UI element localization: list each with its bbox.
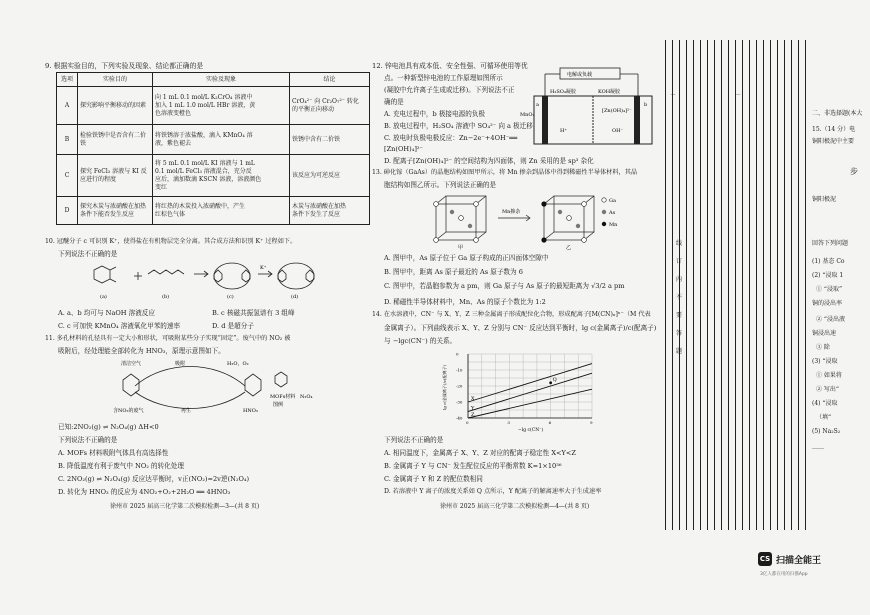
mof-adsorption-diagram (95, 356, 325, 418)
header-cell: 实验及现象 (153, 73, 290, 87)
table-header (57, 73, 370, 87)
label-d: (d) (291, 294, 299, 300)
q15-fragment: …… (812, 444, 824, 451)
q11-option-a: A. MOFs 材料吸附气体具有高选择性 (58, 449, 169, 457)
flow-step: 步 (850, 167, 858, 176)
electrode-a (542, 96, 548, 144)
q11-stem-2: 吸附后，经处理能全部转化为 HNO₃，原理示意图如下。 (58, 347, 225, 355)
mofs-label: MOFs材料 (270, 394, 296, 400)
y-tick-label: -30 (456, 399, 463, 405)
label-b: (b) (162, 294, 170, 300)
cycle-arc-bottom (135, 392, 245, 409)
koh-label: KOH凝胶 (598, 89, 621, 95)
procedure-cell: 将红热的木炭投入浓硝酸中，产生 红棕色气体 (153, 197, 290, 225)
q15-fragment: 铜的浸出率 (812, 300, 843, 307)
legend-ga-dot (602, 198, 606, 202)
q11-known: 已知:2NO₂(g) ⇌ N₂O₄(g) ΔH<0 (58, 423, 159, 431)
q14-option-c: C. 金属离子 Y 和 Z 的配位数相同 (384, 475, 483, 483)
mn-label: Mn (609, 222, 618, 228)
conclusion-cell: CrO₄²⁻ 向 Cr₂O₇²⁻ 转化 的平衡正向移动 (290, 87, 370, 125)
procedure-cell: 向 1 mL 0.1 mol/L K₂CrO₄ 溶液中 加入 1 mL 1.0 mol/L HBr 溶液，黄 色溶液变橙色 (153, 87, 290, 125)
reaction-label: H₂O，O₂ (227, 361, 249, 367)
conclusion-cell: 铁锈中含有二价铁 (290, 125, 370, 155)
margin-label: 答 (676, 330, 683, 337)
q14-option-a: A. 相同温度下，金属离子 X、Y、Z 对应的配离子稳定性 X<Y<Z (384, 449, 577, 457)
table-row (57, 197, 370, 225)
complex-d (278, 263, 314, 289)
q14-chart (440, 350, 600, 434)
section-title: 二、非选择题(本大 (812, 110, 863, 117)
q12-option-c2: [Zn(OH)₄]²⁻ (384, 145, 424, 153)
ga-label: Ga (609, 198, 616, 204)
h2so4-label: H₂SO₄凝胶 (550, 89, 576, 95)
benzene-ring-a (94, 266, 110, 283)
series-label-x: X (471, 396, 475, 402)
mn-doping-label: Mn掺杂 (502, 209, 521, 215)
q15-fragment: ① 如果将 (816, 372, 842, 379)
q13-line-2: 胞结构如图乙所示。下列说法正确的是 (384, 181, 497, 189)
q12-option-a: A. 充电过程中，b 极接电源的负极 (384, 110, 485, 118)
cell-yi-front (544, 204, 584, 240)
table-row (57, 87, 370, 125)
brand-slogan: 3亿人都在用的扫描App (760, 572, 808, 577)
margin-label: 内 (676, 276, 683, 283)
legend-mn-dot (602, 222, 606, 226)
header-cell: 实验目的 (78, 73, 153, 87)
gaas-crystal-diagram (420, 190, 620, 250)
margin-label: 不 (676, 294, 683, 301)
kplus-label: K⁺ (260, 265, 267, 271)
q12-option-d: D. 配离子[Zn(OH)₄]²⁻ 的空间结构为四面体，则 Zn 采用的是 sp³ 杂化 (384, 157, 594, 165)
x-tick-label: 0 (466, 420, 469, 425)
y-tick-label: -40 (456, 415, 463, 421)
load-label: 电解或负载 (567, 72, 593, 78)
x-tick-label: 3 (507, 420, 510, 425)
margin-label: 线 (676, 240, 683, 247)
q15-fragment: (1) 基态 Co (812, 258, 845, 265)
q15-fragment: ③ 除 (816, 344, 830, 351)
a-label: a (536, 102, 539, 108)
crown-ether-scheme (82, 258, 332, 304)
q11-option-c: C. 2NO₂(g) ⇌ N₂O₄(g) 反应达平衡时，v正(NO₂)=2v逆(N₂O₄) (58, 475, 250, 483)
q15-fragment: (3) “浸取 (812, 358, 838, 365)
margin-label: 要 (676, 312, 683, 319)
margin-label: 题 (676, 348, 683, 355)
y-tick-label: -20 (456, 383, 463, 389)
option-cell: A (57, 87, 78, 125)
cycle-arc-top (135, 367, 245, 387)
q15-intro: 铜阳极泥中主要 (812, 138, 855, 145)
purpose-cell: 探究 FeCl₃ 溶液与 KI 反应进行的程度 (78, 155, 153, 197)
header-cell: 结论 (290, 73, 370, 87)
mof-hexagon-right (245, 374, 261, 396)
q12-line-4: 确的是 (384, 98, 404, 106)
q12-option-c: C. 放电时负极电极反应：Zn−2e⁻+4OH⁻══ (384, 134, 518, 142)
zinc-battery-diagram (520, 66, 660, 148)
crown-ether-c (214, 263, 250, 289)
q15-fragment: ② “浸出液 (816, 316, 845, 323)
adsorb-label: 吸附 (175, 361, 186, 367)
regen-label: 再生 (181, 408, 192, 414)
legend-label: 图例 (273, 402, 284, 408)
brand-name: 扫描全能王 (776, 556, 822, 566)
waste-gas-label: 含NO₂的废气 (113, 408, 144, 414)
q11-option-b: B. 降低温度有利于废气中 NO₂ 的转化处理 (58, 462, 184, 470)
q12-line-3: (凝胶中允许离子生成或迁移)。下列说法不正 (384, 86, 515, 94)
q11-option-d: D. 转化为 HNO₃ 的反应为 4NO₂+O₂+2H₂O ══ 4HNO₃ (58, 488, 231, 496)
hno3-label: HNO₃ (243, 408, 258, 414)
q13-option-a: A. 图甲中，As 原子位于 Ga 原子构成的正四面体空隙中 (384, 254, 549, 262)
q10-sub: 下列说法不正确的是 (58, 250, 118, 258)
q14-line-3: 与 −lgc(CN⁻) 的关系。 (384, 337, 457, 345)
point-q (549, 381, 552, 384)
mno2-label: MnO₂ (520, 112, 535, 118)
series-label-z: Z (471, 412, 475, 418)
option-cell: B (57, 125, 78, 155)
clean-air-label: 清洁空气 (121, 361, 142, 367)
conclusion-cell: 该反应为可逆反应 (290, 155, 370, 197)
procedure-cell: 将 5 mL 0.1 mol/L KI 溶液与 1 mL 0.1 mol/L FeCl₃ 溶液混合，充分反 应后，滴加数滴 KSCN 溶液，溶液颜色 变红 (153, 155, 290, 197)
cell-yi-label: 乙 (566, 245, 572, 250)
q13-line-1: 13. 砷化镓（GaAs）的晶胞结构如图甲所示，将 Mn 掺杂到晶体中得到稀磁性半导体材料，其晶 (372, 169, 638, 176)
h-label: H⁺ (560, 128, 567, 134)
q15-title: 15.（14 分）电 (812, 126, 856, 133)
q15-fragment: ② 写出“ (816, 386, 839, 393)
y-axis-label: lg c(金属离子)/c(配离子) (442, 364, 447, 410)
series-line-z (468, 389, 592, 418)
q14-option-d: D. 若溶液中 Y 离子的浓度关系如 Q 点所示，Y 配离子的解离速率大于生成速率 (384, 488, 602, 495)
q10-stem: 10. 冠醚分子 c 可识别 K⁺，使得盐在有机物层完全分离。其合成方法和识别 K⁺ 过程如下。 (45, 238, 297, 245)
point-q-label: Q (552, 376, 557, 383)
as-label: As (609, 210, 616, 216)
margin-label: － (670, 92, 677, 99)
q15-fragment: 回答下列问题 (812, 240, 849, 247)
label-c: (c) (227, 294, 234, 300)
table-row (57, 155, 370, 197)
q13-option-d: D. 稀磁性半导体材料中，Mn、As 的原子个数比为 1:2 (384, 298, 546, 306)
q14-sub: 下列说法不正确的是 (384, 436, 444, 444)
cell-jia-label: 甲 (458, 245, 464, 250)
q10-option-d: D. d 是超分子 (212, 322, 254, 330)
header-cell: 选项 (57, 73, 78, 87)
table-row (57, 125, 370, 155)
series-label-y: Y (471, 405, 475, 412)
oh-label: OH⁻ (612, 128, 624, 134)
y-tick-label: 0 (456, 351, 459, 357)
q15-fragment: (5) Na₂S₂ (812, 428, 841, 435)
q15-fragment: （填“ (816, 414, 832, 421)
option-cell: C (57, 155, 78, 197)
cell-jia-front (436, 204, 476, 240)
legend-mof-icon (275, 372, 287, 387)
chain-b (148, 270, 184, 274)
q10-option-c: C. c 可加快 KMnO₄ 溶液氧化甲苯的速率 (58, 322, 181, 330)
x-axis-label: −lg c(CN⁻) (518, 428, 544, 433)
q15-fragment: (2) “浸取 1 (812, 272, 844, 279)
q13-option-b: B. 图甲中，距离 As 原子最近的 As 原子数为 6 (384, 268, 523, 276)
legend-as-dot (602, 210, 606, 214)
margin-label: 订 (676, 258, 683, 265)
q15-fragment: (4) “浸取 (812, 400, 838, 407)
option-cell: D (57, 197, 78, 225)
q12-line-1: 12. 锌电池具有成本低、安全性强、可循环使用等优 (372, 62, 528, 70)
purpose-cell: 探究木炭与浓硝酸在加热条件下能否发生反应 (78, 197, 153, 225)
q11-stem: 11. 多孔材料的孔径具有一定大小和形状，可吸附某些分子实现“固定”。废气中的 NO₂ 被 (45, 335, 291, 342)
q10-option-b: B. c 核磁共振氢谱有 3 组峰 (212, 309, 295, 317)
b-label: b (644, 102, 648, 108)
flow-fragment: 铜阳极泥 (812, 196, 837, 203)
q15-fragment: ① “浸取” (816, 286, 843, 293)
procedure-cell: 将铁锈溶于浓盐酸，滴入 KMnO₄ 溶 液，紫色褪去 (153, 125, 290, 155)
series-line-y (468, 373, 592, 411)
purpose-cell: 检验铁锈中是否含有二价铁 (78, 125, 153, 155)
right-footer: 徐州市 2025 届高三化学第二次模拟检测—4—(共 8 页) (440, 503, 590, 510)
camscanner-logo-icon: CS (758, 552, 772, 566)
conclusion-cell: 木炭与浓硝酸在加热 条件下发生了反应 (290, 197, 370, 225)
left-footer: 徐州市 2025 届高三化学第二次模拟检测—3—(共 8 页) (110, 503, 260, 510)
q14-line-1: 14. 在水溶液中，CN⁻ 与 X、Y、Z 三种金属离子形成配位化合物，形成配离子[M(CN)ₓ]ⁿ⁻（M 代表 (372, 311, 651, 318)
x-tick-label: 6 (548, 420, 552, 425)
x-tick-label: 9 (590, 420, 593, 425)
q12-line-2: 点。一种新型锌电池的工作原理如图所示 (384, 74, 503, 82)
q10-option-a: A. a、b 均可与 NaOH 溶液反应 (58, 309, 155, 317)
n2o4-label: N₂O₄ (300, 394, 313, 400)
q11-sub: 下列说法不正确的是 (58, 436, 118, 444)
electrode-b (634, 96, 640, 144)
q9-table (56, 72, 370, 225)
zincate-label: [Zn(OH)₄]²⁻ (602, 108, 632, 114)
q13-option-c: C. 图甲中，若晶胞参数为 a pm，则 Ga 原子与 As 原子的最短距离为 √3/2 a pm (384, 282, 625, 290)
label-a: (a) (100, 294, 107, 300)
q14-line-2: 金属离子）。下列曲线表示 X、Y、Z 分别与 CN⁻ 反应达到平衡时，lg c(金属离子)/c(配离子) (384, 324, 657, 332)
series-line-x (468, 364, 592, 402)
q14-option-b: B. 金属离子 Y 与 CN⁻ 发生配位反应的平衡常数 K=1×10³⁶ (384, 462, 562, 470)
q15-fragment: 铜浸出速 (812, 330, 837, 337)
margin-label: － (735, 92, 742, 99)
purpose-cell: 探究影响平衡移动的因素 (78, 87, 153, 125)
q9-stem: 9. 根据实验目的，下列实验及现象、结论都正确的是 (45, 62, 204, 70)
y-tick-label: -10 (456, 367, 463, 373)
q12-option-b: B. 放电过程中，H₂SO₄ 溶液中 SO₄²⁻ 向 a 极迁移 (384, 122, 533, 130)
